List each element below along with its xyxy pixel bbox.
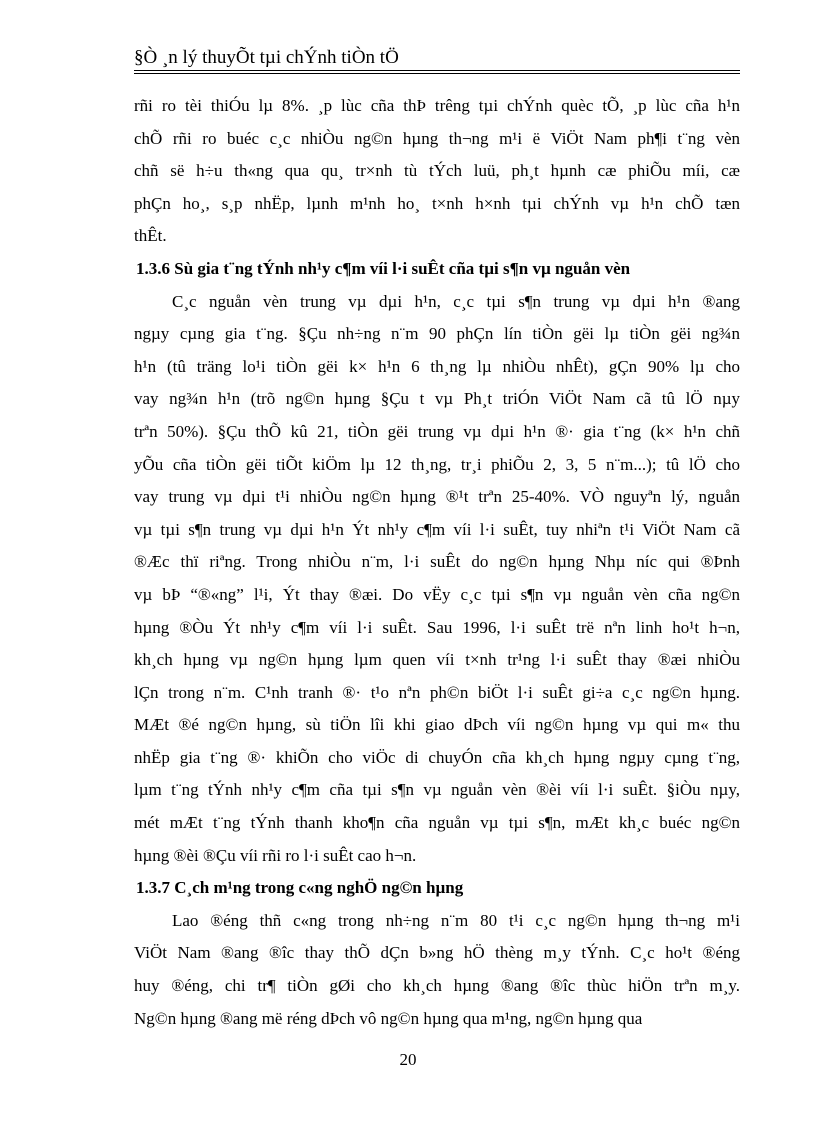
heading-line: 1.3.7 C¸ch m¹ng trong c«ng nghÖ ng©n hµng bbox=[136, 878, 464, 898]
text-line: lµm t¨ng tÝnh nh¹y c¶m cña tµi s¶n vµ nguån vèn ®èi víi l·i suÊt. §iÒu nµy, bbox=[134, 780, 740, 800]
text-line: MÆt ®é ng©n hµng, sù tiÖn lîi khi giao dÞch víi ng©n hµng vµ qui m« thu bbox=[134, 715, 740, 735]
paragraph bbox=[134, 286, 740, 873]
text-line: C¸c nguån vèn trung vµ dµi h¹n, c¸c tµi s¶n trung vµ dµi h¹n ®ang bbox=[172, 291, 740, 311]
text-line: hµng ®Òu Ýt nh¹y c¶m víi l·i suÊt. Sau 1996, l·i suÊt trë nªn linh ho¹t h¬n, bbox=[134, 617, 740, 637]
text-line: ViÖt Nam ®ang ®îc thay thÕ dÇn b»ng hÖ thèng m¸y tÝnh. C¸c ho¹t ®éng bbox=[134, 943, 740, 963]
text-line: hµng ®èi ®Çu víi rñi ro l·i suÊt cao h¬n. bbox=[134, 845, 417, 865]
text-line: trªn 50%). §Çu thÕ kû 21, tiÒn gëi trung vµ dµi h¹n ®· gia t¨ng (k× h¹n chñ bbox=[134, 421, 740, 441]
text-line: phÇn ho¸, s¸p nhËp, lµnh m¹nh ho¸ t×nh h×nh tµi chÝnh vµ h¹n chÕ tæn bbox=[134, 193, 740, 213]
text-line: vµ tµi s¶n trung vµ dµi h¹n Ýt nh¹y c¶m víi l·i suÊt, tuy nhiªn t¹i ViÖt Nam cã bbox=[134, 519, 740, 539]
header-rule bbox=[134, 70, 740, 71]
paragraph bbox=[134, 90, 740, 253]
text-line: chÕ rñi ro buéc c¸c nhiÒu ng©n hµng th¬ng m¹i ë ViÖt Nam ph¶i t¨ng vèn bbox=[134, 128, 740, 148]
page-number: 20 bbox=[399, 1050, 417, 1069]
text-line: Lao ®éng thñ c«ng trong nh÷ng n¨m 80 t¹i c¸c ng©n hµng th¬ng m¹i bbox=[172, 910, 740, 930]
text-line: vµ bÞ “®«ng” l¹i, Ýt thay ®æi. Do vËy c¸c tµi s¶n vµ nguån vèn cña ng©n bbox=[134, 584, 740, 604]
text-line: kh¸ch hµng vµ ng©n hµng lµm quen víi t×nh tr¹ng l·i suÊt thay ®æi nhiÒu bbox=[134, 650, 740, 670]
text-line: yÕu cña tiÒn gëi tiÕt kiÖm lµ 12 th¸ng, tr¸i phiÕu 2, 3, 5 n¨m...); tû lÖ cho bbox=[134, 454, 740, 474]
paragraph bbox=[134, 905, 740, 1035]
text-line: Ng©n hµng ®ang më réng dÞch vô ng©n hµng qua m¹ng, ng©n hµng qua bbox=[134, 1008, 643, 1028]
text-line: huy ®éng, chi tr¶ tiÒn gØi cho kh¸ch hµng ®ang ®îc thùc hiÖn trªn m¸y. bbox=[134, 976, 740, 996]
section-heading bbox=[134, 253, 740, 286]
text-line: h¹n (tû träng lo¹i tiÒn gëi k× h¹n 6 th¸ng lµ nhiÒu nhÊt), gÇn 90% lµ cho bbox=[134, 356, 740, 376]
text-line: vay ng¾n h¹n (trõ ng©n hµng §Çu t vµ Ph¸t triÓn ViÖt Nam cã tû lÖ nµy bbox=[134, 389, 740, 409]
document-body bbox=[134, 90, 740, 1035]
text-line: mét mÆt t¨ng tÝnh thanh kho¶n cña nguån vµ tµi s¶n, mÆt kh¸c buéc ng©n bbox=[134, 813, 740, 833]
text-line: rñi ro tèi thiÓu lµ 8%. ¸p lùc cña thÞ trêng tµi chÝnh quèc tÕ, ¸p lùc cña h¹n bbox=[134, 96, 740, 115]
text-line: lÇn trong n¨m. C¹nh tranh ®· t¹o nªn ph©n biÖt l·i suÊt gi÷a c¸c ng©n hµng. bbox=[134, 682, 740, 702]
header-rule-double bbox=[134, 73, 740, 74]
text-line: nhËp gia t¨ng ®· khiÕn cho viÖc di chuyÓn cña kh¸ch hµng ngµy cµng t¨ng, bbox=[134, 747, 740, 767]
page-header: §Ò ¸n lý thuyÕt tµi chÝnh tiÒn tÖ bbox=[134, 47, 399, 68]
text-line: vay trung vµ dµi t¹i nhiÒu ng©n hµng ®¹t trªn 25-40%. VÒ nguyªn lý, nguån bbox=[134, 487, 740, 507]
heading-line: 1.3.6 Sù gia t¨ng tÝnh nh¹y c¶m víi l·i suÊt cña tµi s¶n vµ nguån vèn bbox=[136, 258, 631, 278]
text-line: ngµy cµng gia t¨ng. §Çu nh÷ng n¨m 90 phÇn lín tiÒn gëi lµ tiÒn gëi ng¾n bbox=[134, 324, 740, 344]
text-line: thÊt. bbox=[134, 226, 167, 246]
text-line: ®Æc thï riªng. Trong nhiÒu n¨m, l·i suÊt do ng©n hµng Nhµ níc qui ®Þnh bbox=[134, 552, 740, 572]
text-line: chñ së h÷u th«ng qua qu¸ tr×nh tù tÝch luü, ph¸t hµnh cæ phiÕu míi, cæ bbox=[134, 161, 740, 181]
section-heading bbox=[134, 872, 740, 905]
